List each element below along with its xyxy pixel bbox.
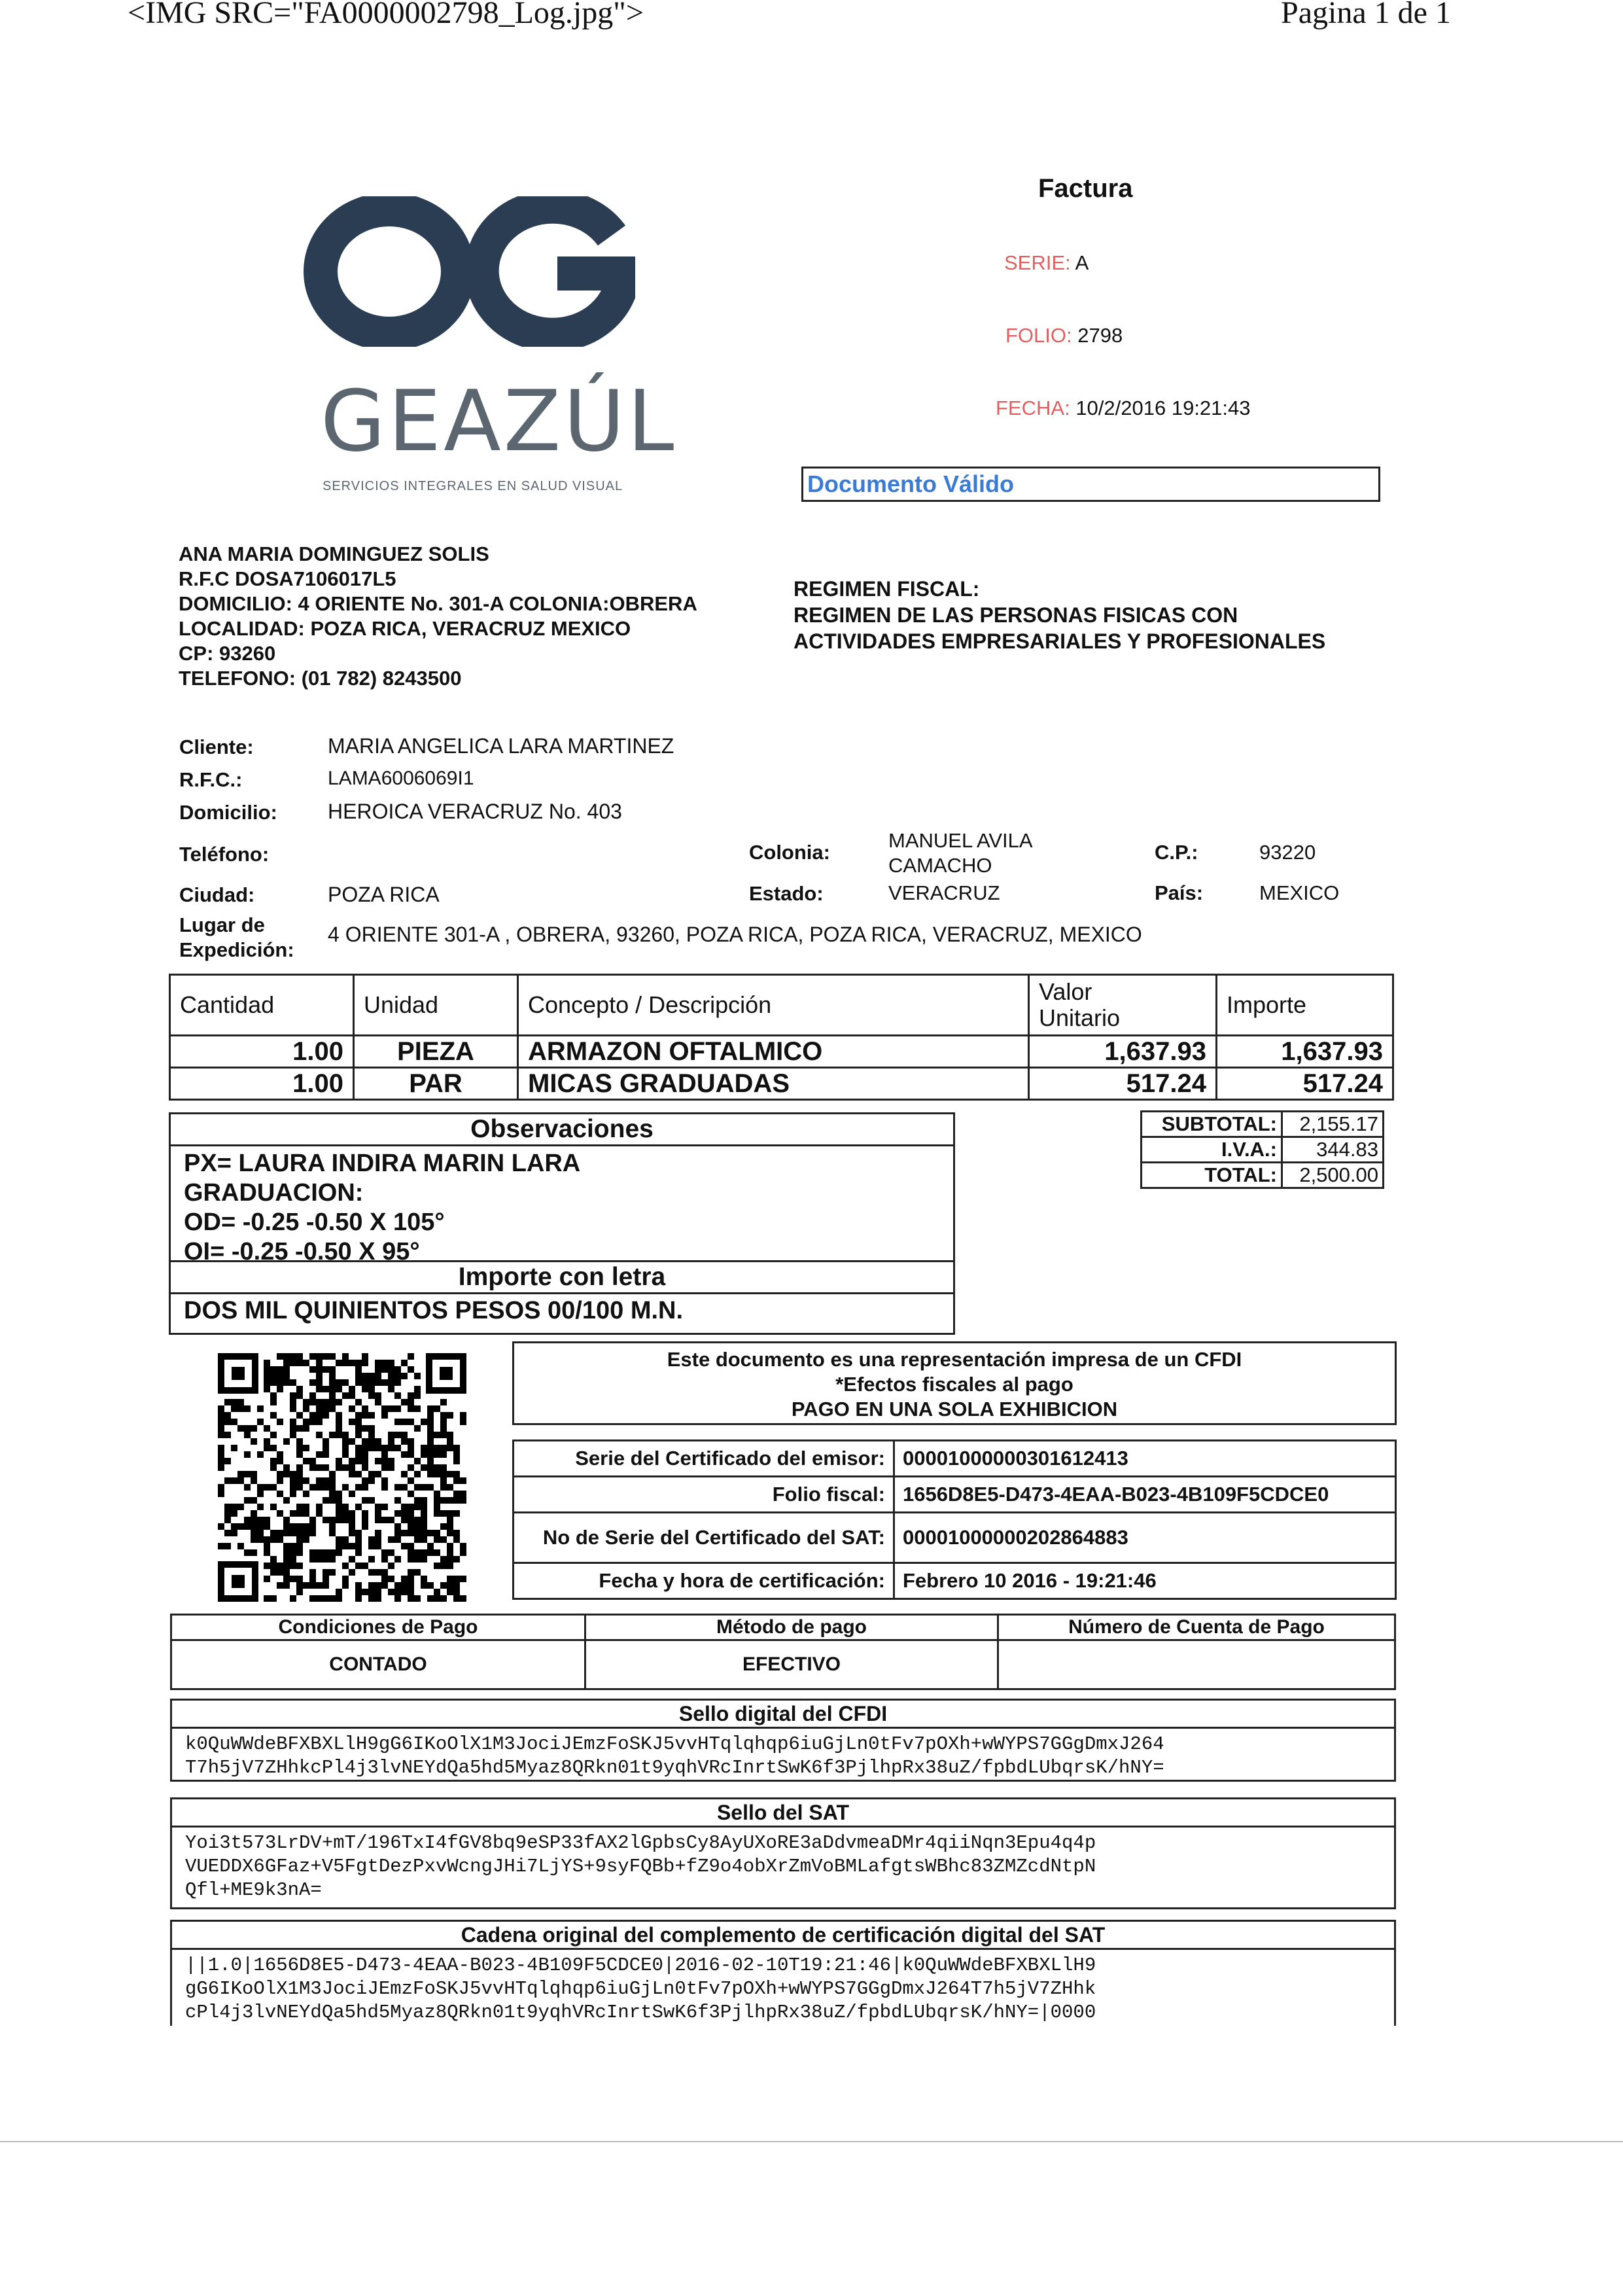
pago-table bbox=[170, 1614, 1396, 1690]
colonia-line1: MANUEL AVILA bbox=[888, 829, 1033, 852]
pago-value-row bbox=[171, 1640, 1395, 1689]
header-cantidad: Cantidad bbox=[170, 975, 354, 1036]
cfdi-line1: Este documento es una representación impresa de un CFDI bbox=[667, 1348, 1242, 1371]
header-valor-unitario bbox=[1029, 975, 1217, 1036]
emisor-localidad: LOCALIDAD: POZA RICA, VERACRUZ MEXICO bbox=[179, 617, 631, 640]
folio-fiscal-value: 1656D8E5-D473-4EAA-B023-4B109F5CDCE0 bbox=[894, 1477, 1396, 1513]
document-status-badge: Documento Válido bbox=[801, 467, 1380, 502]
company-logo bbox=[301, 196, 677, 493]
sello-sat-body bbox=[172, 1828, 1394, 1906]
cliente-domicilio-label: Domicilio: bbox=[179, 801, 277, 824]
row-unidad: PAR bbox=[354, 1068, 518, 1100]
cliente-rfc-label: R.F.C.: bbox=[179, 768, 243, 791]
sello-cfdi-line1: k0QuWWdeBFXBXLlH9gG6IKoOlX1M3JociJEmzFoSKJ5vvHTqlqhqp6iuGjLn0tFv7pOXh+wWYPS7GGgDmxJ264 bbox=[185, 1733, 1164, 1755]
header-importe: Importe bbox=[1217, 975, 1393, 1036]
serie-sat-label: No de Serie del Certificado del SAT: bbox=[514, 1513, 894, 1563]
obs-line2: GRADUACION: bbox=[184, 1179, 364, 1207]
page-header-right: Pagina 1 de 1 bbox=[1281, 0, 1451, 30]
fecha-cert-label: Fecha y hora de certificación: bbox=[514, 1563, 894, 1599]
sello-cfdi-line2: T7h5jV7ZHhkcPl4j3lvNEYdQa5hd5Myaz8QRkn01t9yqhVRcInrtSwK6f3PjlhpRx38uZ/fpbdLUbqrsK/hNY= bbox=[185, 1757, 1164, 1778]
cliente-cp-label: C.P.: bbox=[1155, 841, 1198, 864]
cliente-ciudad-label: Ciudad: bbox=[179, 883, 255, 906]
header-valor-line2: Unitario bbox=[1039, 1004, 1121, 1031]
colonia-line2: CAMACHO bbox=[888, 854, 992, 877]
folio-row bbox=[1005, 324, 1123, 347]
subtotal-label: SUBTOTAL: bbox=[1142, 1112, 1282, 1137]
emisor-telefono: TELEFONO: (01 782) 8243500 bbox=[179, 667, 462, 690]
sello-sat-line2: VUEDDX6GFaz+V5FgtDezPxvWcngJHi7LjYS+9syFQBb+fZ9o4obXrZmVoBMLafgtsWBhc83ZMZcdNtpN bbox=[185, 1856, 1096, 1877]
cliente-colonia-value bbox=[888, 828, 1033, 878]
cliente-pais-value: MEXICO bbox=[1259, 881, 1340, 904]
cert-row bbox=[514, 1441, 1396, 1477]
serie-emisor-label: Serie del Certificado del emisor: bbox=[514, 1441, 894, 1477]
serie-emisor-value: 00001000000301612413 bbox=[894, 1441, 1396, 1477]
row-valor: 517.24 bbox=[1029, 1068, 1217, 1100]
row-concepto: ARMAZON OFTALMICO bbox=[518, 1036, 1029, 1068]
obs-line4: OI= -0.25 -0.50 X 95° bbox=[184, 1238, 420, 1265]
sello-cfdi-box bbox=[170, 1699, 1396, 1782]
totals-table bbox=[1140, 1110, 1384, 1189]
og-logo-mark-icon bbox=[301, 196, 641, 347]
total-label: TOTAL: bbox=[1142, 1163, 1282, 1188]
emisor-block bbox=[179, 542, 697, 691]
cliente-colonia-label: Colonia: bbox=[749, 841, 830, 864]
cfdi-notice bbox=[512, 1341, 1397, 1425]
header-unidad: Unidad bbox=[354, 975, 518, 1036]
row-valor: 1,637.93 bbox=[1029, 1036, 1217, 1068]
cfdi-line2: *Efectos fiscales al pago bbox=[835, 1373, 1073, 1396]
qr-code bbox=[218, 1353, 466, 1602]
cadena-title: Cadena original del complemento de certificación digital del SAT bbox=[172, 1922, 1394, 1950]
emisor-rfc: R.F.C DOSA7106017L5 bbox=[179, 567, 396, 590]
qr-code-icon bbox=[218, 1353, 466, 1602]
serie-row bbox=[1004, 251, 1089, 275]
subtotal-row bbox=[1142, 1112, 1384, 1137]
importe-letra-value: DOS MIL QUINIENTOS PESOS 00/100 M.N. bbox=[184, 1297, 684, 1324]
cert-row bbox=[514, 1477, 1396, 1513]
row-cantidad: 1.00 bbox=[170, 1036, 354, 1068]
total-value: 2,500.00 bbox=[1282, 1163, 1384, 1188]
cliente-domicilio-value: HEROICA VERACRUZ No. 403 bbox=[328, 800, 622, 823]
cliente-rfc-value: LAMA6006069I1 bbox=[328, 768, 474, 789]
obs-line3: OD= -0.25 -0.50 X 105° bbox=[184, 1209, 445, 1236]
iva-row bbox=[1142, 1137, 1384, 1163]
sello-sat-title: Sello del SAT bbox=[172, 1799, 1394, 1828]
lugar-expedicion-value: 4 ORIENTE 301-A , OBRERA, 93260, POZA RICA, POZA RICA, VERACRUZ, MEXICO bbox=[328, 923, 1142, 946]
cadena-line3: cPl4j3lvNEYdQa5hd5Myaz8QRkn01t9yqhVRcInrtSwK6f3PjlhpRx38uZ/fpbdLUbqrsK/hNY=|0000 bbox=[185, 2002, 1096, 2023]
emisor-cp: CP: 93260 bbox=[179, 642, 276, 665]
sello-sat-box bbox=[170, 1797, 1396, 1909]
cadena-line2: gG6IKoOlX1M3JociJEmzFoSKJ5vvHTqlqhqp6iuGjLn0tFv7pOXh+wWYPS7GGgDmxJ264T7h5jV7ZHhk bbox=[185, 1978, 1096, 2000]
cliente-estado-label: Estado: bbox=[749, 882, 824, 905]
cert-row bbox=[514, 1563, 1396, 1599]
table-row bbox=[170, 1036, 1393, 1068]
condiciones-value: CONTADO bbox=[171, 1640, 585, 1689]
importe-letra-title: Importe con letra bbox=[171, 1262, 953, 1294]
iva-label: I.V.A.: bbox=[1142, 1137, 1282, 1163]
lugar-label-line2: Expedición: bbox=[179, 938, 294, 961]
cadena-original-box bbox=[170, 1920, 1396, 2026]
condiciones-label: Condiciones de Pago bbox=[171, 1615, 585, 1640]
sello-cfdi-title: Sello digital del CFDI bbox=[172, 1701, 1394, 1729]
metodo-label: Método de pago bbox=[585, 1615, 998, 1640]
certificacion-table bbox=[512, 1439, 1397, 1600]
cuenta-label: Número de Cuenta de Pago bbox=[998, 1615, 1395, 1640]
observaciones-body bbox=[171, 1146, 953, 1265]
row-importe: 517.24 bbox=[1217, 1068, 1393, 1100]
logo-tagline: SERVICIOS INTEGRALES EN SALUD VISUAL bbox=[323, 479, 623, 493]
items-header-row bbox=[170, 975, 1393, 1036]
regimen-label: REGIMEN FISCAL: bbox=[794, 577, 980, 601]
total-row bbox=[1142, 1163, 1384, 1188]
page-header-left: <IMG SRC="FA0000002798_Log.jpg"> bbox=[128, 0, 644, 30]
lugar-label-line1: Lugar de bbox=[179, 913, 265, 936]
cfdi-line3: PAGO EN UNA SOLA EXHIBICION bbox=[791, 1398, 1118, 1421]
cliente-pais-label: País: bbox=[1155, 881, 1204, 904]
emisor-domicilio: DOMICILIO: 4 ORIENTE No. 301-A COLONIA:OBRERA bbox=[179, 592, 697, 615]
cliente-cp-value: 93220 bbox=[1259, 841, 1316, 864]
folio-value: 2798 bbox=[1077, 324, 1123, 347]
fecha-cert-value: Febrero 10 2016 - 19:21:46 bbox=[894, 1563, 1396, 1599]
iva-value: 344.83 bbox=[1282, 1137, 1384, 1163]
items-table bbox=[169, 974, 1394, 1101]
cliente-value: MARIA ANGELICA LARA MARTINEZ bbox=[328, 734, 674, 758]
logo-brand: GEAZÚL bbox=[321, 373, 677, 470]
metodo-value: EFECTIVO bbox=[585, 1640, 998, 1689]
observaciones-box bbox=[169, 1112, 955, 1335]
sello-sat-line1: Yoi3t573LrDV+mT/196TxI4fGV8bq9eSP33fAX2lGpbsCy8AyUXoRE3aDdvmeaDMr4qiiNqn3Epu4q4p bbox=[185, 1832, 1096, 1854]
cuenta-value bbox=[998, 1640, 1395, 1689]
cert-row bbox=[514, 1513, 1396, 1563]
folio-fiscal-label: Folio fiscal: bbox=[514, 1477, 894, 1513]
fecha-label: FECHA: bbox=[996, 397, 1070, 419]
cliente-telefono-label: Teléfono: bbox=[179, 843, 270, 866]
cliente-estado-value: VERACRUZ bbox=[888, 881, 1000, 904]
scan-edge-divider bbox=[0, 2141, 1623, 2142]
sello-cfdi-body bbox=[172, 1729, 1394, 1784]
regimen-line1: REGIMEN DE LAS PERSONAS FISICAS CON bbox=[794, 603, 1238, 627]
subtotal-value: 2,155.17 bbox=[1282, 1112, 1384, 1137]
cadena-body bbox=[172, 1950, 1394, 2026]
serie-label: SERIE: bbox=[1004, 251, 1071, 274]
invoice-title: Factura bbox=[1038, 174, 1133, 203]
cadena-line1: ||1.0|1656D8E5-D473-4EAA-B023-4B109F5CDCE0|2016-02-10T19:21:46|k0QuWWdeBFXBXLlH9 bbox=[185, 1954, 1096, 1976]
row-importe: 1,637.93 bbox=[1217, 1036, 1393, 1068]
header-concepto: Concepto / Descripción bbox=[518, 975, 1029, 1036]
fecha-value: 10/2/2016 19:21:43 bbox=[1075, 397, 1251, 419]
lugar-expedicion-label bbox=[179, 913, 294, 963]
folio-label: FOLIO: bbox=[1005, 324, 1072, 347]
obs-line1: PX= LAURA INDIRA MARIN LARA bbox=[184, 1150, 581, 1177]
row-concepto: MICAS GRADUADAS bbox=[518, 1068, 1029, 1100]
fecha-row bbox=[996, 397, 1251, 420]
regimen-block bbox=[794, 576, 1325, 654]
regimen-line2: ACTIVIDADES EMPRESARIALES Y PROFESIONALES bbox=[794, 629, 1326, 653]
cliente-label: Cliente: bbox=[179, 735, 254, 758]
pago-header-row bbox=[171, 1615, 1395, 1640]
serie-value: A bbox=[1075, 251, 1089, 274]
row-cantidad: 1.00 bbox=[170, 1068, 354, 1100]
observaciones-title: Observaciones bbox=[171, 1114, 953, 1146]
emisor-name: ANA MARIA DOMINGUEZ SOLIS bbox=[179, 542, 489, 565]
serie-sat-value: 00001000000202864883 bbox=[894, 1513, 1396, 1563]
header-valor-line1: Valor bbox=[1039, 978, 1092, 1005]
table-row bbox=[170, 1068, 1393, 1100]
sello-sat-line3: Qfl+ME9k3nA= bbox=[185, 1879, 322, 1901]
cliente-ciudad-value: POZA RICA bbox=[328, 883, 440, 906]
row-unidad: PIEZA bbox=[354, 1036, 518, 1068]
